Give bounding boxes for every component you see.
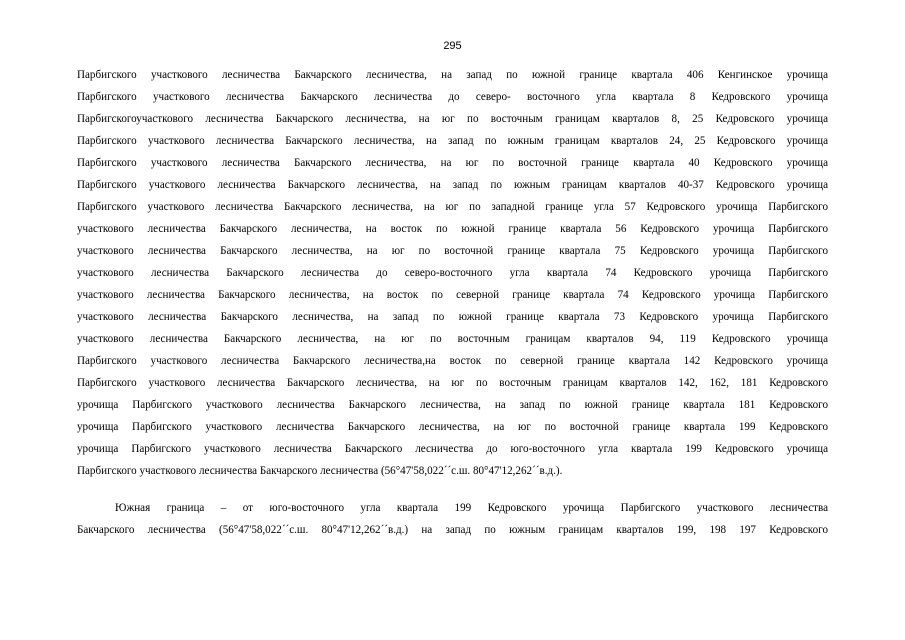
text-line: Парбигского участкового лесничества Бакчарского лесничества, на запад по южным границам кварталов 24, 25 Кедровского урочища (77, 135, 828, 147)
text-line: Парбигскогоучасткового лесничества Бакчарского лесничества, на юг по восточным границам кварталов 8, 25 Кедровского урочища (77, 113, 828, 125)
text-line: участкового лесничества Бакчарского лесничества, на юг по восточным границам кварталов 94, 119 Кедровского урочища (77, 333, 828, 345)
text-line: участкового лесничества Бакчарского лесничества, на восток по северной границе квартала 74 Кедровского урочища Парбигского (77, 289, 828, 301)
text-line: участкового лесничества Бакчарского лесничества, на восток по южной границе квартала 56 Кедровского урочища Парбигского (77, 223, 828, 235)
text-line: Парбигского участкового лесничества Бакчарского лесничества, на запад по южным границам кварталов 40-37 Кедровского урочища (77, 179, 828, 191)
text-line: Парбигского участкового лесничества Бакчарского лесничества, на юг по восточным границам кварталов 142, 162, 181 Кедровского (77, 377, 828, 389)
page-number: 295 (443, 40, 462, 52)
paragraph-southern-boundary (77, 497, 828, 541)
text-line: Парбигского участкового лесничества Бакчарского лесничества, на юг по восточной границе квартала 40 Кедровского урочища (77, 157, 828, 169)
text-line: Парбигского участкового лесничества Бакчарского лесничества до северо- восточного угла квартала 8 Кедровского урочища (77, 91, 828, 103)
text-line: Южная граница – от юго-восточного угла квартала 199 Кедровского урочища Парбигского участкового лесничества (115, 502, 828, 514)
paragraph-northern-boundary-continuation (77, 64, 828, 482)
text-line: Парбигского участкового лесничества Бакчарского лесничества, на запад по южной границе квартала 406 Кенгинское урочища (77, 69, 828, 81)
text-line: Парбигского участкового лесничества Бакчарского лесничества (56°47'58,022´´с.ш. 80°47'12,262´´в.д.). (77, 465, 563, 477)
text-line: урочища Парбигского участкового лесничества Бакчарского лесничества, на запад по южной границе квартала 181 Кедровского (77, 399, 828, 411)
text-line: Бакчарского лесничества (56°47'58,022´´с.ш. 80°47'12,262´´в.д.) на запад по южным границам кварталов 199, 198 197 Кедровского (77, 524, 828, 536)
text-line: урочища Парбигского участкового лесничества Бакчарского лесничества, на юг по восточной границе квартала 199 Кедровского (77, 421, 828, 433)
text-line: участкового лесничества Бакчарского лесничества, на запад по южной границе квартала 73 Кедровского урочища Парбигского (77, 311, 828, 323)
text-line: участкового лесничества Бакчарского лесничества, на юг по восточной границе квартала 75 Кедровского урочища Парбигского (77, 245, 828, 257)
text-line: Парбигского участкового лесничества Бакчарского лесничества,на восток по северной границе квартала 142 Кедровского урочища (77, 355, 828, 367)
text-line: участкового лесничества Бакчарского лесничества до северо-восточного угла квартала 74 Кедровского урочища Парбигского (77, 267, 828, 279)
text-line: Парбигского участкового лесничества Бакчарского лесничества, на юг по западной границе угла 57 Кедровского урочища Парбигского (77, 201, 828, 213)
text-line: урочища Парбигского участкового лесничества Бакчарского лесничества до юго-восточного угла квартала 199 Кедровского урочища (77, 443, 828, 455)
